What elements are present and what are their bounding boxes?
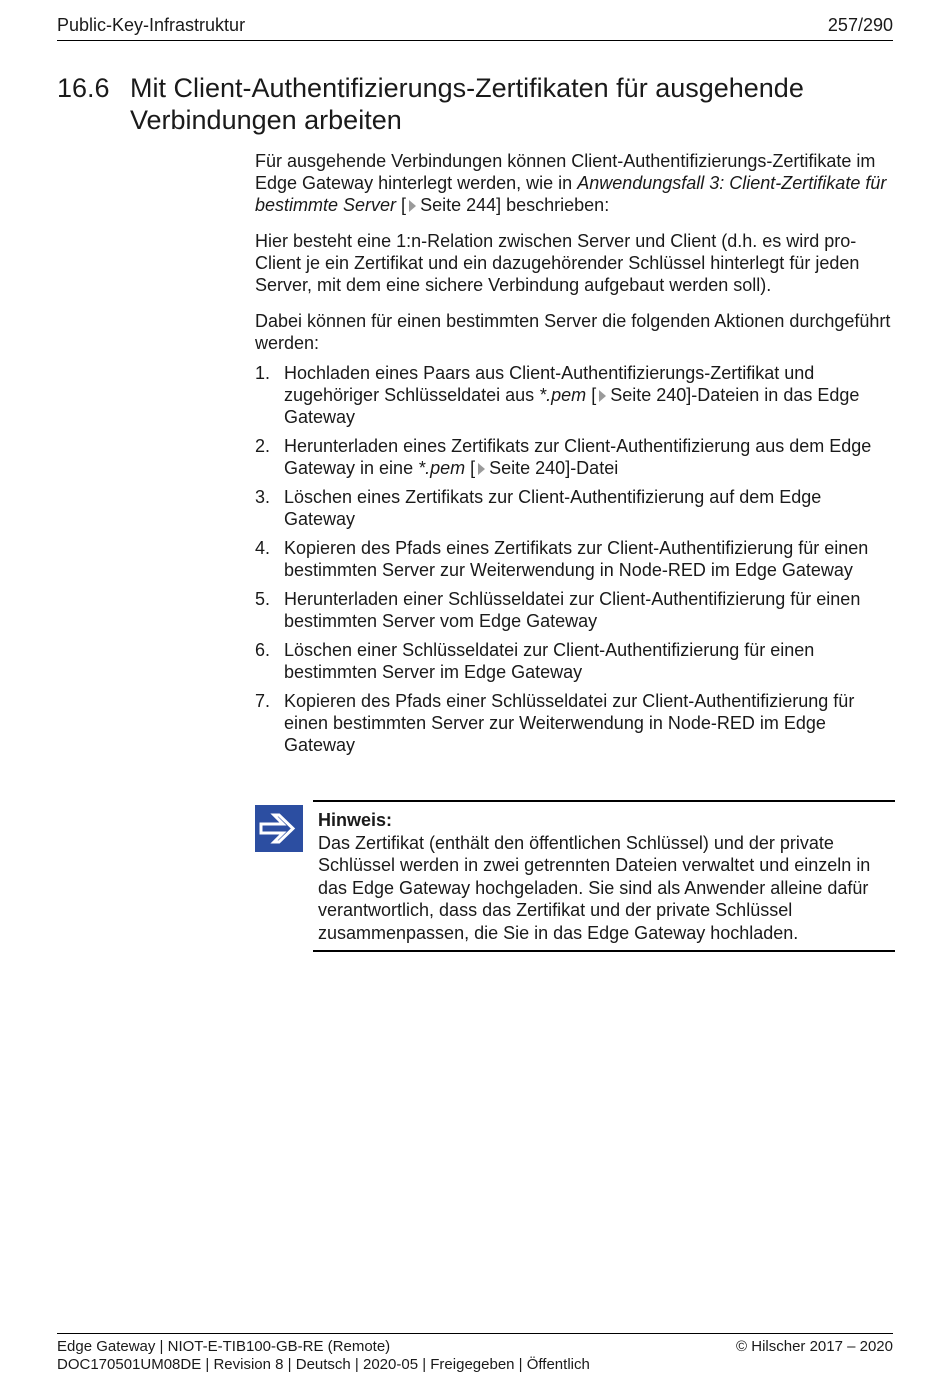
intro-text-end: ] beschrieben:: [496, 195, 610, 215]
footer-product: Edge Gateway | NIOT-E-TIB100-GB-RE (Remote): [57, 1338, 391, 1355]
list-text: Kopieren des Pfads eines Zertifikats zur Client-Authentifizierung für einen bestimmten Server zur Weiterwendung in Node-RED im Edge Gateway: [284, 538, 869, 580]
ref-bracket: [: [396, 195, 407, 215]
main-content: [255, 150, 895, 763]
actions-intro-paragraph: Dabei können für einen bestimmten Server die folgenden Aktionen durchgeführt werden:: [255, 311, 891, 353]
intro-text: Für ausgehende Verbindungen können Client-Authentifizierungs-Zertifikate im Edge Gateway hinterlegt werden, wie in: [255, 151, 876, 193]
list-number: 7.: [255, 691, 271, 711]
note-top-rule: [313, 800, 895, 802]
chapter-title: Public-Key-Infrastruktur: [57, 15, 246, 35]
relation-paragraph: Hier besteht eine 1:n-Relation zwischen Server und Client (d.h. es wird pro-Client je ein Zertifikat und ein dazugehörender Schlüssel hinterlegt für jeden Server, mit dem eine sichere Verbindung aufgebaut werden soll).: [255, 231, 860, 295]
list-text-end: ]-Datei: [565, 458, 619, 478]
page-ref-arrow-icon: [478, 463, 485, 475]
intro-paragraph: [255, 150, 895, 216]
note-bottom-rule: [313, 950, 895, 952]
ref-bracket: [: [465, 458, 476, 478]
note-text: Das Zertifikat (enthält den öffentlichen Schlüssel) und der private Schlüssel werden in zwei getrennten Dateien verwaltet und einzeln in das Edge Gateway hochgeladen. Sie sind als Anwender alleine dafür verantwortlich, dass das Zertifikat und der private Schlüssel zusammenpassen, die Sie in das Edge Gateway hochladen.: [318, 832, 871, 943]
section-number: 16.6: [57, 73, 110, 103]
list-text-end: ]-Dateien in das Edge Gateway: [284, 385, 860, 427]
page-link[interactable]: Seite 240: [489, 458, 566, 478]
list-number: 1.: [255, 363, 271, 383]
use-case-reference: Anwendungsfall 3: Client-Zertifikate für bestimmte Server: [255, 173, 887, 215]
list-number: 6.: [255, 640, 271, 660]
list-item: [255, 588, 895, 632]
page-ref-arrow-icon: [409, 200, 416, 212]
arrow-right-icon: [255, 805, 303, 852]
footer-document-info: DOC170501UM08DE | Revision 8 | Deutsch | 2020-05 | Freigegeben | Öffentlich: [57, 1356, 590, 1373]
list-text: Kopieren des Pfads einer Schlüsseldatei zur Client-Authentifizierung für einen bestimmten Server zur Weiterwendung in Node-RED im Edge Gateway: [284, 691, 855, 755]
list-item: [255, 435, 895, 479]
list-item: [255, 362, 895, 428]
page-link[interactable]: Seite 244: [420, 195, 497, 215]
list-item: [255, 639, 895, 683]
footer-copyright: © Hilscher 2017 – 2020: [736, 1338, 893, 1355]
list-text: Löschen einer Schlüsseldatei zur Client-Authentifizierung für einen bestimmten Server im Edge Gateway: [284, 640, 815, 682]
note-body: [318, 809, 893, 944]
page-ref-arrow-icon: [599, 390, 606, 402]
list-text: Herunterladen eines Zertifikats zur Client-Authentifizierung aus dem Edge Gateway in eine: [284, 436, 872, 478]
actions-list: [255, 362, 895, 756]
page-link[interactable]: Seite 240: [610, 385, 687, 405]
page-footer: [57, 1333, 893, 1374]
note-box: [255, 800, 895, 952]
list-number: 4.: [255, 538, 271, 558]
list-text: Löschen eines Zertifikats zur Client-Authentifizierung auf dem Edge Gateway: [284, 487, 822, 529]
list-number: 3.: [255, 487, 271, 507]
list-text: Hochladen eines Paars aus Client-Authentifizierungs-Zertifikat und zugehöriger Schlüsseldatei aus: [284, 363, 815, 405]
page-number: 257/290: [827, 15, 893, 35]
list-number: 2.: [255, 436, 271, 456]
section-title: Mit Client-Authentifizierungs-Zertifikaten für ausgehende Verbindungen arbeiten: [130, 73, 804, 135]
list-item: [255, 486, 895, 530]
list-item: [255, 537, 895, 581]
list-number: 5.: [255, 589, 271, 609]
page-header: [57, 14, 893, 41]
ref-bracket: [: [586, 385, 597, 405]
list-item: [255, 690, 895, 756]
file-type: *.pem: [539, 385, 587, 405]
list-text: Herunterladen einer Schlüsseldatei zur Client-Authentifizierung für einen bestimmten Server vom Edge Gateway: [284, 589, 861, 631]
note-title: Hinweis:: [318, 810, 393, 830]
file-type: *.pem: [418, 458, 466, 478]
